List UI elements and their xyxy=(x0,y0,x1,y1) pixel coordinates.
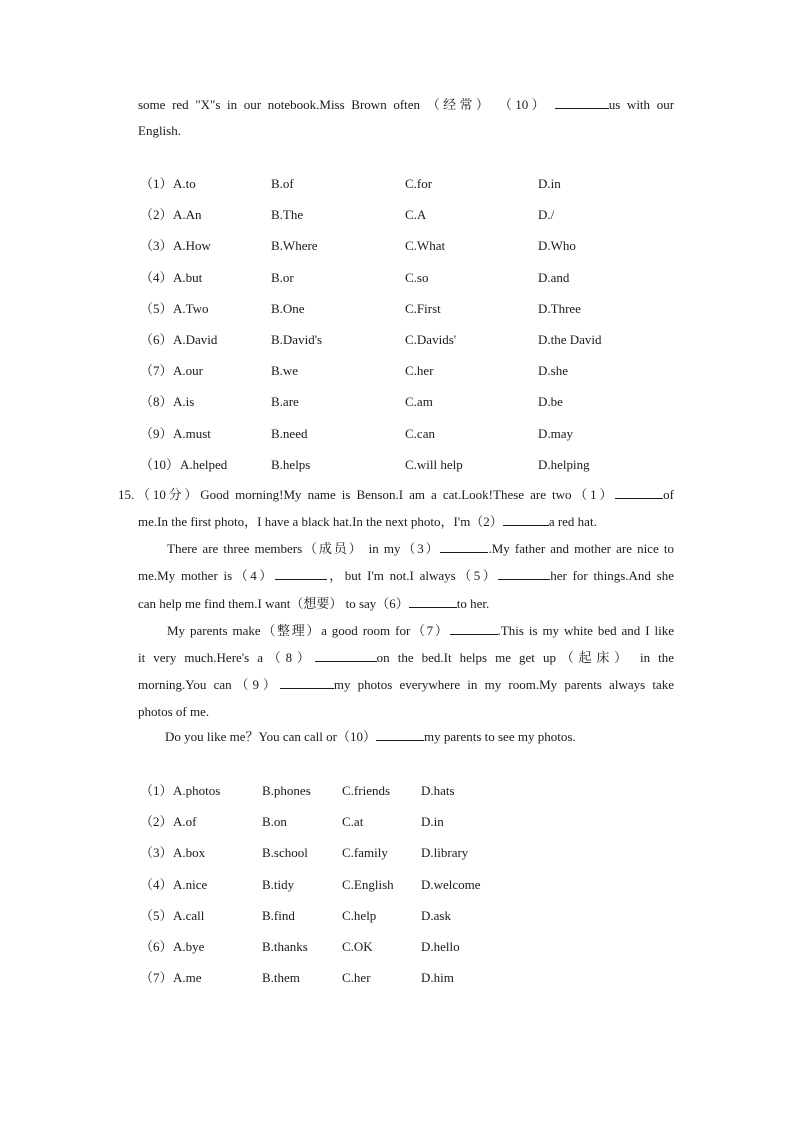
question-number: （5） xyxy=(140,907,173,923)
option-c: C.Davids' xyxy=(405,332,457,347)
passage-text: a red hat. xyxy=(548,514,597,529)
answer-blank-6 xyxy=(409,596,457,608)
q15-line-8 xyxy=(138,677,674,693)
option-b: B.school xyxy=(262,845,308,861)
option-d: D.hats xyxy=(421,783,455,798)
option-c: C.at xyxy=(342,814,364,830)
passage-text: some red "X"s in our notebook.Miss Brown often （经常） （10） xyxy=(138,97,549,112)
q15-line-4 xyxy=(138,568,674,584)
option-b: B.on xyxy=(262,814,287,830)
option-b: B.find xyxy=(262,907,295,923)
passage-text: can help me find them.I want（想要） to say（6） xyxy=(138,596,409,611)
answer-blank-1 xyxy=(615,487,663,499)
passage-text: of xyxy=(663,487,674,502)
option-b: B.of xyxy=(271,176,294,191)
question-number: （6） xyxy=(140,332,173,347)
answer-blank-10 xyxy=(555,97,609,109)
question-number: （4） xyxy=(140,269,173,285)
question-number: （1） xyxy=(140,783,173,798)
option-d: D.may xyxy=(538,425,574,441)
option-c: C.English xyxy=(342,876,394,892)
option-c: C.OK xyxy=(342,939,373,954)
option-b: B.phones xyxy=(262,783,311,798)
question-number: （2） xyxy=(140,207,173,223)
option-c: C.am xyxy=(405,394,433,410)
question-number: （7） xyxy=(140,970,173,986)
option-a: A.helped xyxy=(180,456,228,472)
option-c: C.so xyxy=(405,269,429,285)
option-a: A.must xyxy=(173,425,211,441)
option-b: B.Where xyxy=(271,238,318,254)
q15-line-9: photos of me. xyxy=(138,704,210,719)
answer-blank-2 xyxy=(503,514,549,526)
option-d: D.Who xyxy=(538,238,576,254)
option-a: A.An xyxy=(173,207,202,223)
passage-text: There are three members（成员） in my（3） xyxy=(167,541,441,556)
question-number: （2） xyxy=(140,814,173,830)
option-a: A.nice xyxy=(173,876,208,892)
question-number: （10） xyxy=(140,456,180,472)
option-d: D.Three xyxy=(538,300,581,316)
option-b: B.are xyxy=(271,394,299,410)
option-a: A.of xyxy=(173,814,197,830)
option-a: A.to xyxy=(173,176,196,191)
option-c: C.What xyxy=(405,238,446,254)
option-d: D.helping xyxy=(538,456,590,472)
passage-text: my photos everywhere in my room.My parents always take xyxy=(333,677,674,692)
question-number: （9） xyxy=(140,425,173,441)
q15-line-6 xyxy=(167,623,674,639)
option-d: D.ask xyxy=(421,907,451,923)
option-d: D.him xyxy=(421,970,454,986)
passage-text: .My father and mother are nice to xyxy=(488,541,674,556)
option-d: D./ xyxy=(538,207,555,223)
option-b: B.need xyxy=(271,425,308,441)
q15-line-10 xyxy=(165,729,576,745)
answer-blank-8 xyxy=(315,650,377,662)
option-d: D.in xyxy=(538,176,561,191)
answer-blank-3 xyxy=(440,541,488,553)
passage-text: ，but I'm not.I always（5） xyxy=(326,568,499,583)
passage-text: to her. xyxy=(456,596,490,611)
option-a: A.me xyxy=(173,970,202,986)
option-c: C.her xyxy=(405,363,434,379)
option-d: D.be xyxy=(538,394,563,410)
passage-text: Do you like me？You can call or（10） xyxy=(165,729,376,744)
question-number: （5） xyxy=(140,300,173,316)
option-d: D.and xyxy=(538,269,570,285)
question-number: （8） xyxy=(140,394,173,410)
option-d: D.welcome xyxy=(421,876,481,892)
answer-blank-7 xyxy=(450,623,498,635)
option-c: C.First xyxy=(405,300,441,316)
option-c: C.friends xyxy=(342,783,391,798)
option-c: C.A xyxy=(405,207,427,223)
answer-blank-5 xyxy=(498,568,550,580)
passage-text: .This is my white bed and I like xyxy=(497,623,674,638)
option-d: D.the David xyxy=(538,332,602,347)
answer-blank-10 xyxy=(376,729,424,741)
question-number: （3） xyxy=(140,845,173,861)
option-c: C.family xyxy=(342,845,388,861)
option-d: D.in xyxy=(421,814,444,830)
passage-text: her for things.And she xyxy=(550,568,675,583)
passage-text: us with our xyxy=(608,97,675,112)
passage-text: me.In the first photo，I have a black hat.In the next photo，I'm（2） xyxy=(138,514,503,529)
question-number: （4） xyxy=(140,876,173,892)
q15-line-1 xyxy=(118,487,674,503)
passage-text: on the bed.It helps me get up（起床） in the xyxy=(376,650,674,665)
passage-text: me.My mother is（4） xyxy=(138,568,275,583)
option-a: A.call xyxy=(173,907,205,923)
question-number: （6） xyxy=(140,939,173,954)
option-b: B.thanks xyxy=(262,939,308,954)
answer-blank-9 xyxy=(280,677,334,689)
option-c: C.for xyxy=(405,176,433,191)
option-a: A.box xyxy=(173,845,206,861)
option-a: A.but xyxy=(173,269,203,285)
question-number: （7） xyxy=(140,363,173,379)
q15-line-3 xyxy=(167,541,674,557)
option-b: B.helps xyxy=(271,456,311,472)
passage-14-line-2: English. xyxy=(138,123,181,138)
passage-14-line-1 xyxy=(138,97,674,113)
option-a: A.Two xyxy=(173,300,209,316)
option-a: A.How xyxy=(173,238,211,254)
passage-text: it very much.Here's a（8） xyxy=(138,650,315,665)
option-a: A.David xyxy=(173,332,218,347)
q15-line-2 xyxy=(138,514,597,530)
option-d: D.library xyxy=(421,845,469,861)
q15-line-7 xyxy=(138,650,674,666)
option-b: B.we xyxy=(271,363,299,379)
option-b: B.or xyxy=(271,269,294,285)
question-number: （1） xyxy=(140,176,173,191)
passage-text: My parents make（整理）a good room for（7） xyxy=(167,623,450,638)
option-b: B.David's xyxy=(271,332,323,347)
option-a: A.bye xyxy=(173,939,205,954)
option-c: C.can xyxy=(405,425,435,441)
option-b: B.One xyxy=(271,300,305,316)
option-c: C.her xyxy=(342,970,371,986)
option-c: C.will help xyxy=(405,456,463,472)
option-a: A.photos xyxy=(173,783,221,798)
answer-blank-4 xyxy=(275,568,327,580)
question-number: （3） xyxy=(140,238,173,254)
passage-text: morning.You can（9） xyxy=(138,677,280,692)
option-b: B.The xyxy=(271,207,304,223)
passage-text: 15.（10分）Good morning!My name is Benson.I am a cat.Look!These are two（1） xyxy=(118,487,616,502)
option-b: B.them xyxy=(262,970,300,986)
option-a: A.our xyxy=(173,363,203,379)
passage-text: my parents to see my photos. xyxy=(423,729,576,744)
option-d: D.she xyxy=(538,363,568,379)
option-c: C.help xyxy=(342,907,377,923)
option-d: D.hello xyxy=(421,939,460,954)
option-a: A.is xyxy=(173,394,195,410)
q15-line-5 xyxy=(138,596,489,612)
option-b: B.tidy xyxy=(262,876,295,892)
